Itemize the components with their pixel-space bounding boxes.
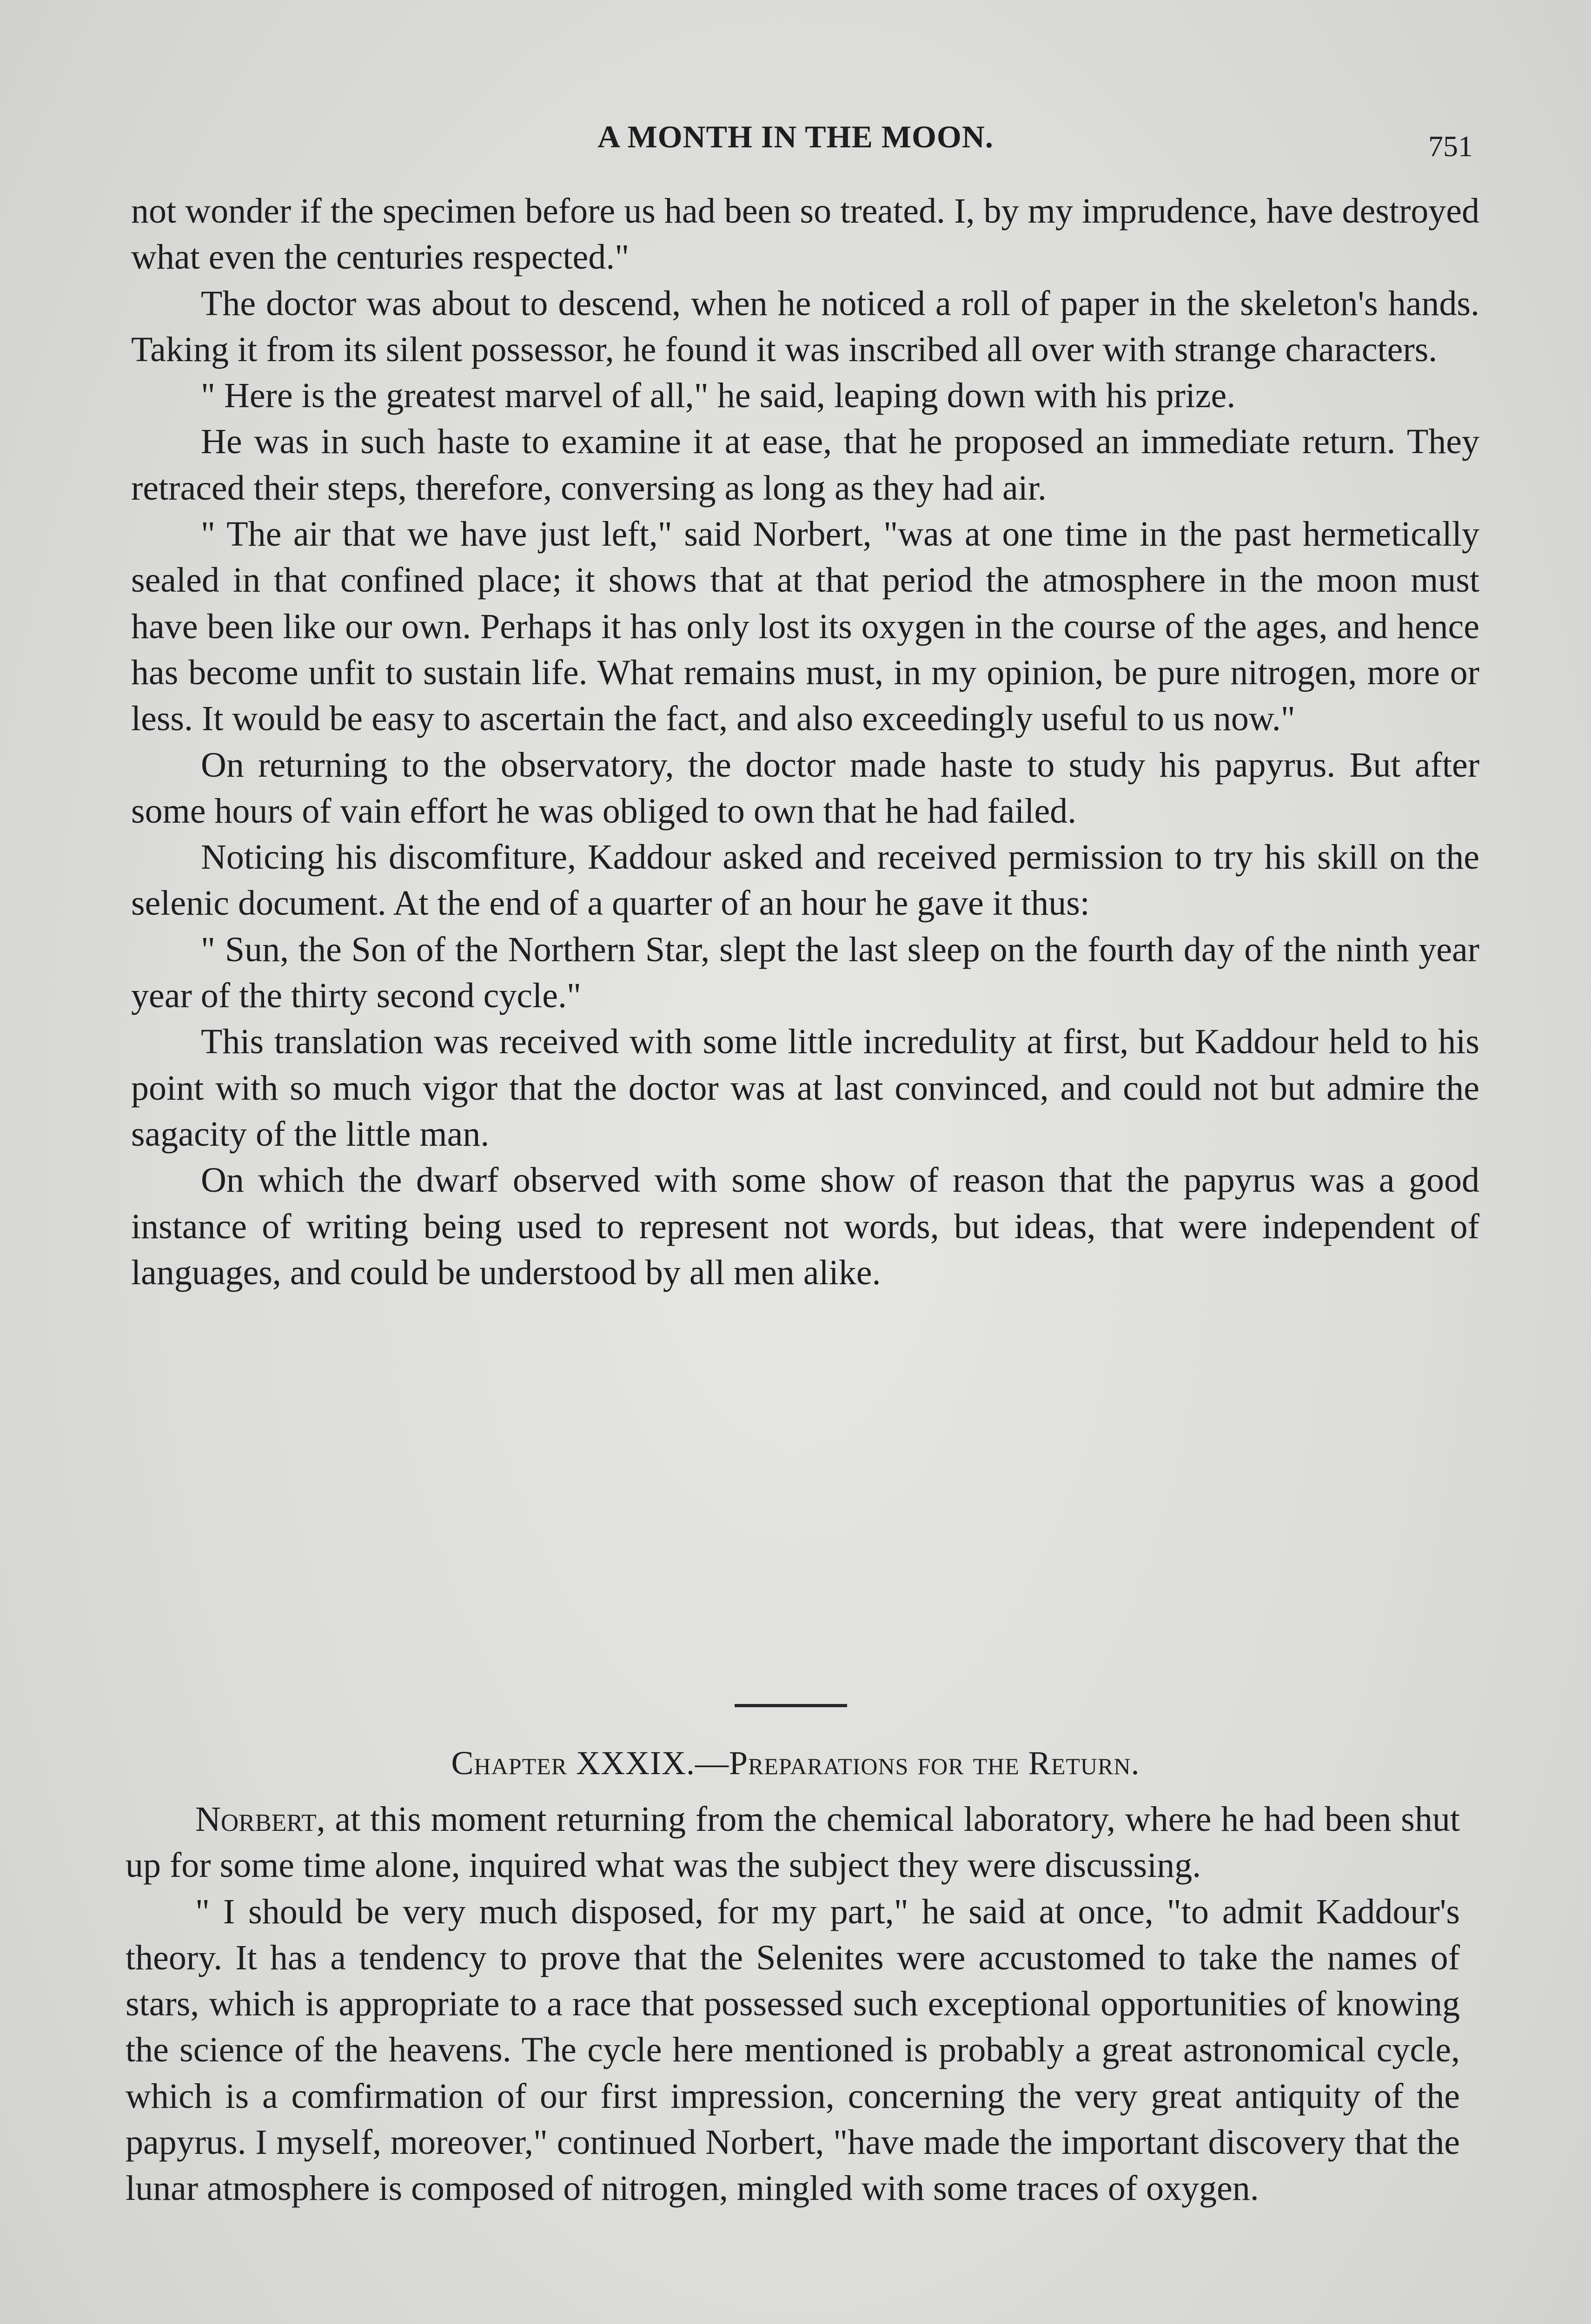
page-number: 751: [1428, 130, 1473, 163]
paragraph: " Sun, the Son of the Northern Star, slept the last sleep on the fourth day of the ninth year year of the thirty second cycle.": [131, 930, 1479, 1016]
chapter-lead-word: Norbert: [195, 1800, 317, 1839]
paragraph: The doctor was about to descend, when he noticed a roll of paper in the skeleton's hands. Taking it from its silent possessor, he found it was inscribed all over with strange characters.: [131, 284, 1479, 369]
paragraph: He was in such haste to examine it at ease, that he proposed an immediate return. They retraced their steps, therefore, conversing as long as they had air.: [131, 422, 1479, 508]
paragraph: Noticing his discomfiture, Kaddour asked and received permission to try his skill on the selenic document. At the end of a quarter of an hour he gave it thus:: [131, 838, 1479, 923]
paragraph: " Here is the greatest marvel of all," he said, leaping down with his prize.: [201, 376, 1236, 416]
running-title: A MONTH IN THE MOON.: [597, 119, 994, 154]
paragraph: On which the dwarf observed with some show of reason that the papyrus was a good instance of writing being used to represent not words, but ideas, that were independent of languages, and could be understood by all men alike.: [131, 1161, 1479, 1292]
chapter-heading: Chapter XXXIX.—Preparations for the Return.: [451, 1744, 1140, 1782]
section-divider: [735, 1704, 847, 1707]
text-before-chapter: [131, 188, 1479, 1296]
paragraph: " I should be very much disposed, for my part," he said at once, "to admit Kaddour's theory. It has a tendency to prove that the Selenites were accustomed to take the names of stars, which is appropriate to a race that possessed such exceptional opportunities of knowing the science of the heavens. The cycle here mentioned is probably a great astronomical cycle, which is a comfirmation of our first impression, concerning the very great antiquity of the papyrus. I myself, moreover," continued Norbert, "have made the important discovery that the lunar atmosphere is composed of nitrogen, mingled with some traces of oxygen.: [126, 1892, 1460, 2208]
chapter-first-paragraph-text: , at this moment returning from the chemical laboratory, where he had been shut up for some time alone, inquired what was the subject they were discussing.: [126, 1800, 1460, 1885]
chapter-first-paragraph: [126, 1796, 1460, 1889]
paragraph: " The air that we have just left," said Norbert, "was at one time in the past hermetically sealed in that confined place; it shows that at that period the atmosphere in the moon must have been like our own. Perhaps it has only lost its oxygen in the course of the ages, and hence has become unfit to sustain life. What remains must, in my opinion, be pure nitrogen, more or less. It would be easy to ascertain the fact, and also exceedingly useful to us now.": [131, 515, 1479, 739]
paragraph: On returning to the observatory, the doctor made haste to study his papyrus. But after some hours of vain effort he was obliged to own that he had failed.: [131, 745, 1479, 831]
chapter-text: [126, 1796, 1460, 2212]
paragraph-continued: not wonder if the specimen before us had been so treated. I, by my imprudence, have destroyed what even the centuries respected.": [131, 191, 1479, 277]
paragraph: This translation was received with some little incredulity at first, but Kaddour held to his point with so much vigor that the doctor was at last convinced, and could not but admire the sagacity of the little man.: [131, 1022, 1479, 1154]
